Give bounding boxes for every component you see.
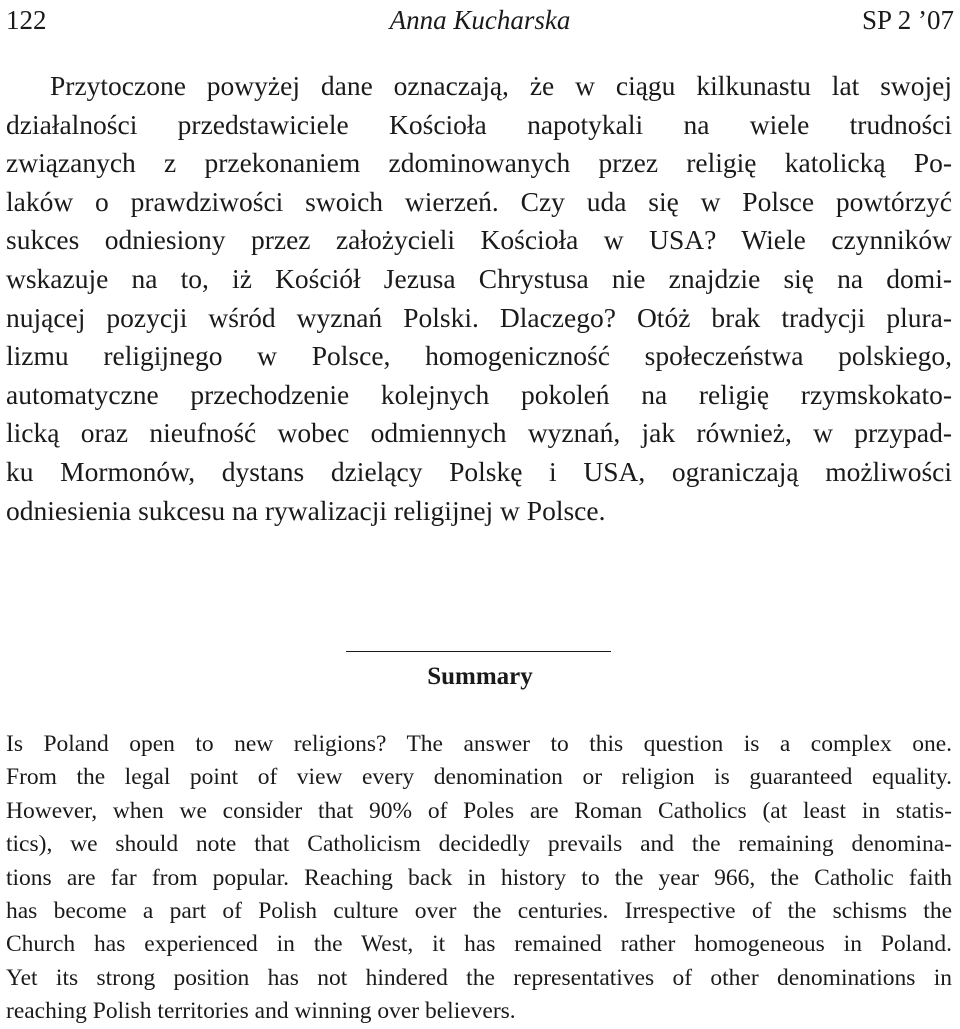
summary-line: tics), we should note that Catholicism decidedly prevails and the remaining denomina- (6, 831, 952, 858)
body-line: sukces odniesiony przez założycieli Kościoła w USA? Wiele czynników (6, 224, 952, 256)
running-head-author: Anna Kucharska (389, 5, 571, 35)
body-line: laków o prawdziwości swoich wierzeń. Czy uda się w Polsce powtórzyć (6, 185, 952, 217)
journal-issue: SP 2 ’07 (861, 5, 954, 35)
summary-line: has become a part of Polish culture over the centuries. Irrespective of the schisms the (6, 897, 952, 924)
body-line: ku Mormonów, dystans dzielący Polskę i USA, ograniczają możliwości (6, 455, 952, 487)
summary-line: tions are far from popular. Reaching back in history to the year 966, the Catholic faith (6, 864, 952, 891)
section-divider (346, 651, 611, 652)
body-line: związanych z przekonaniem zdominowanych przez religię katolicką Po- (6, 147, 952, 179)
summary-line: From the legal point of view every denomination or religion is guaranteed equality. (6, 764, 952, 791)
body-line: lizmu religijnego w Polsce, homogeniczność społeczeństwa polskiego, (6, 340, 952, 372)
summary-line: reaching Polish territories and winning over believers. (6, 998, 516, 1025)
body-paragraph (6, 67, 952, 530)
page-header (6, 0, 954, 40)
summary-line: Yet its strong position has not hindered the representatives of other denominations in (6, 964, 952, 991)
page-number: 122 (6, 5, 47, 35)
body-line: Przytoczone powyżej dane oznaczają, że w ciągu kilkunastu lat swojej (50, 70, 952, 101)
body-line: działalności przedstawiciele Kościoła napotykali na wiele trudności (6, 108, 952, 140)
summary-line: Is Poland open to new religions? The answer to this question is a complex one. (6, 731, 952, 757)
body-line: automatyczne przechodzenie kolejnych pokoleń na religię rzymskokato- (6, 378, 952, 410)
summary-paragraph (6, 728, 952, 1029)
summary-line: However, when we consider that 90% of Poles are Roman Catholics (at least in statis- (6, 797, 952, 824)
body-line: licką oraz nieufność wobec odmiennych wyznań, jak również, w przypad- (6, 417, 952, 449)
body-line: odniesienia sukcesu na rywalizacji religijnej w Polsce. (6, 494, 606, 526)
body-line: nującej pozycji wśród wyznań Polski. Dlaczego? Otóż brak tradycji plura- (6, 301, 952, 333)
body-line: wskazuje na to, iż Kościół Jezusa Chrystusa nie znajdzie się na domi- (6, 262, 952, 294)
summary-line: Church has experienced in the West, it has remained rather homogeneous in Poland. (6, 931, 952, 958)
summary-heading: Summary (427, 663, 533, 690)
